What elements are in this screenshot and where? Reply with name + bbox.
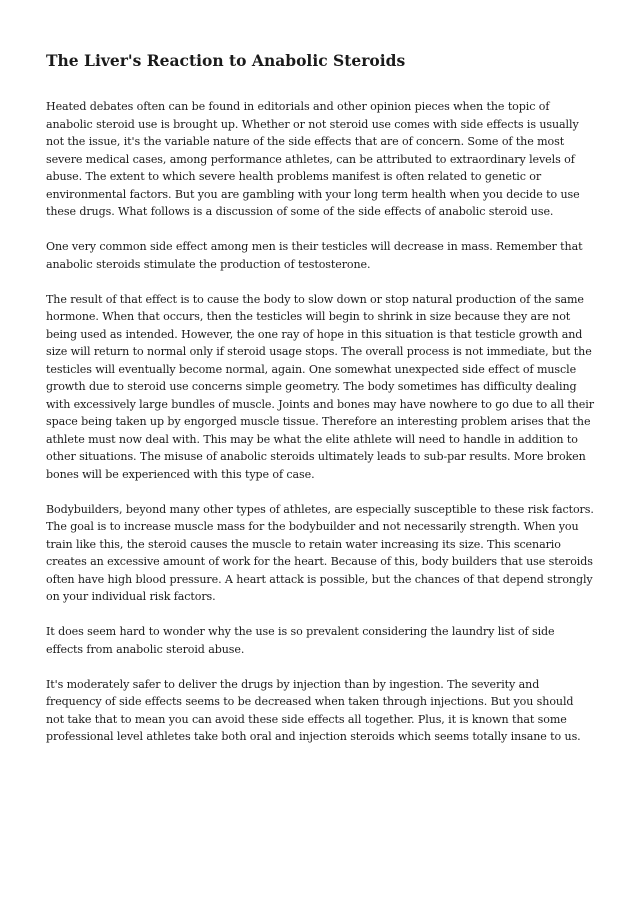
document-title: The Liver's Reaction to Anabolic Steroids: [46, 51, 406, 70]
paragraph: It's moderately safer to deliver the drugs by injection than by ingestion. The severity and frequency of side effects seems to be decreased when taken through injections. But you should not take that to mean you can avoid these side effects all together. Plus, it is known that some professional level athletes take both oral and injection steroids which seems totally insane to us.: [46, 677, 581, 743]
paragraph: Heated debates often can be found in editorials and other opinion pieces when the topic of anabolic steroid use is brought up. Whether or not steroid use comes with side effects is usually not the issue, it's the variable nature of the side effects that are of concern. Some of the most severe medical cases, among performance athletes, can be attributed to extraordinary levels of abuse. The extent to which severe health problems manifest is often related to genetic or environmental factors. But you are gambling with your long term health when you decide to use these drugs. What follows is a discussion of some of the side effects of anabolic steroid use.: [46, 100, 580, 218]
paragraph: Bodybuilders, beyond many other types of athletes, are especially susceptible to these risk factors. The goal is to increase muscle mass for the bodybuilder and not necessarily strength. When you train like this, the steroid causes the muscle to retain water increasing its size. This scenario creates an excessive amount of work for the heart. Because of this, body builders that use steroids often have high blood pressure. A heart attack is possible, but the chances of that depend strongly on your individual risk factors.: [46, 502, 594, 603]
document-page: [46, 50, 594, 763]
paragraph: One very common side effect among men is their testicles will decrease in mass. Remember that anabolic steroids stimulate the production of testosterone.: [46, 240, 583, 271]
paragraph: The result of that effect is to cause the body to slow down or stop natural production of the same hormone. When that occurs, then the testicles will begin to shrink in size because they are not being used as intended. However, the one ray of hope in this situation is that testicle growth and size will return to normal only if steroid usage stops. The overall process is not immediate, but the testicles will eventually become normal, again. One somewhat unexpected side effect of muscle growth due to steroid use concerns simple geometry. The body sometimes has difficulty dealing with excessively large bundles of muscle. Joints and bones may have nowhere to go due to all their space being taken up by engorged muscle tissue. Therefore an interesting problem arises that the athlete must now deal with. This may be what the elite athlete will need to handle in addition to other situations. The misuse of anabolic steroids ultimately leads to sub-par results. More broken bones will be experienced with this type of case.: [46, 292, 594, 481]
paragraph: It does seem hard to wonder why the use is so prevalent considering the laundry list of side effects from anabolic steroid abuse.: [46, 625, 555, 656]
